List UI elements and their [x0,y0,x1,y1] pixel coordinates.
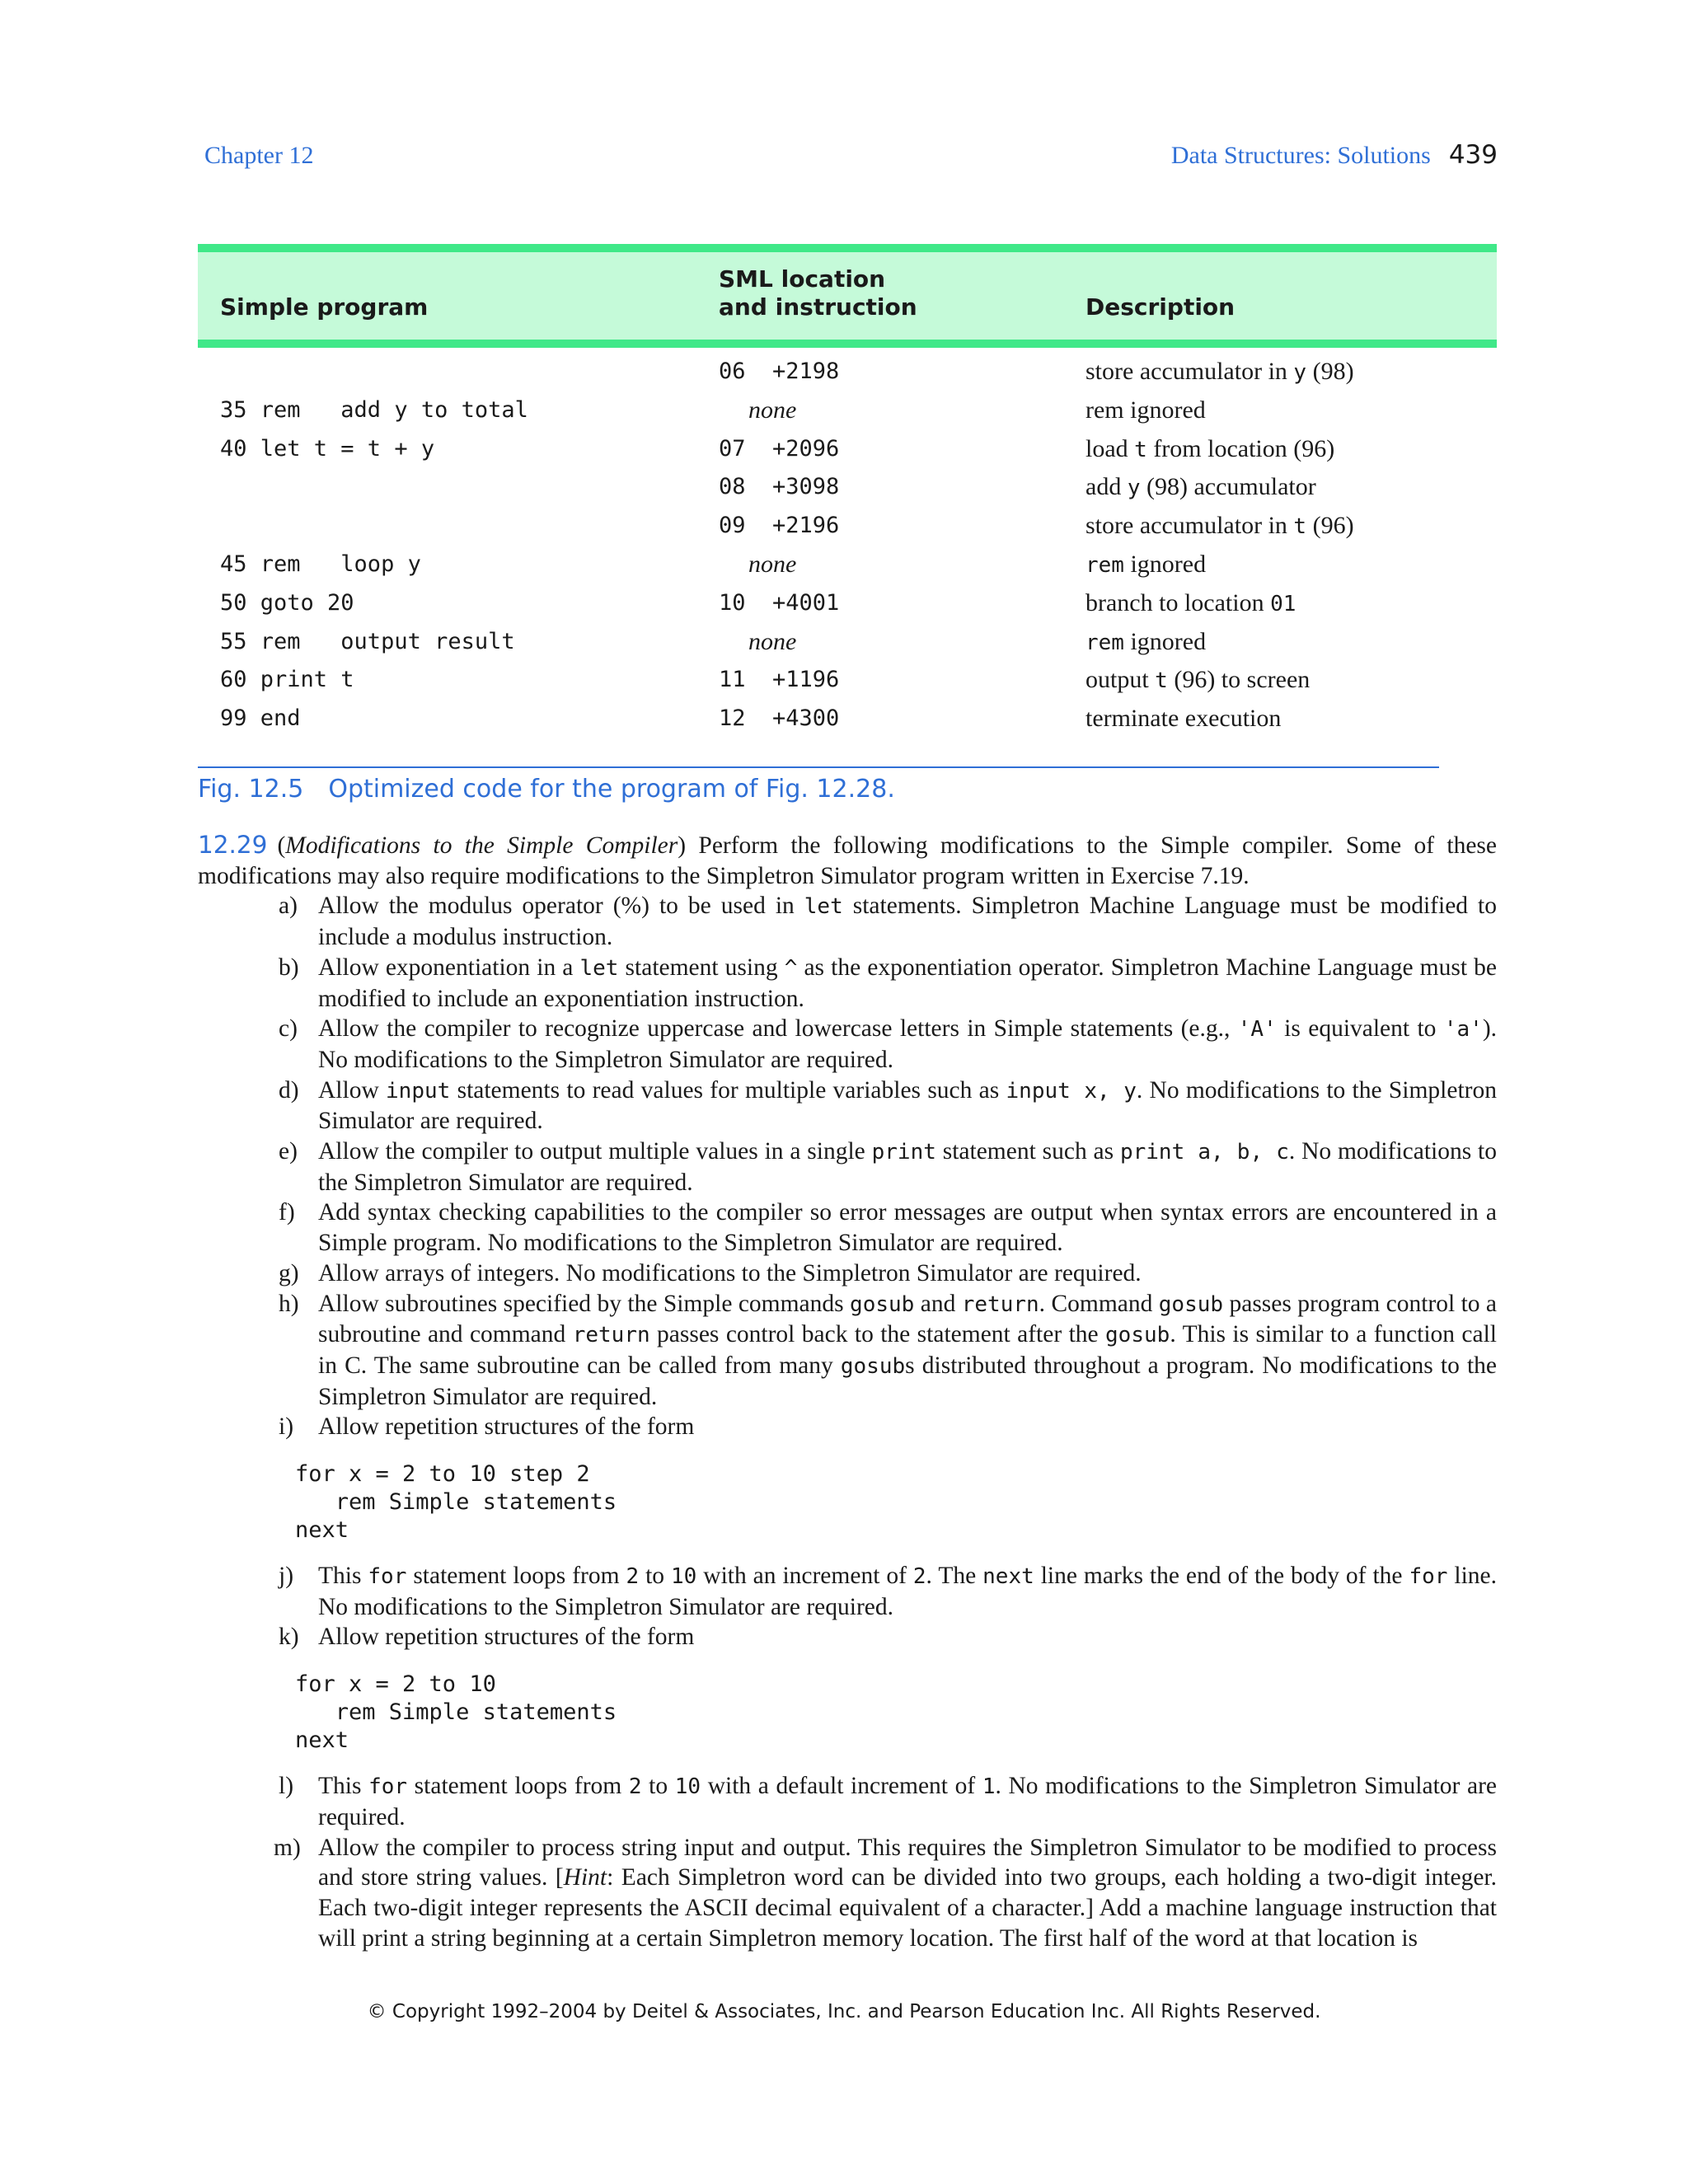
table-row [198,507,1497,546]
sml-cell: 09 +2196 [719,513,840,539]
copyright-notice: © Copyright 1992–2004 by Deitel & Associates, Inc. and Pearson Education Inc. All Rights Reserved. [367,2001,1321,2022]
program-cell: 40 let t = t + y [220,435,435,462]
table-row [198,468,1497,507]
program-cell: 99 end [220,705,301,732]
figure-caption [198,775,895,804]
table-row [198,700,1497,738]
table-row [198,546,1497,584]
sml-cell: none [748,550,797,578]
program-cell: 55 rem output result [220,628,515,654]
list-item-c: c) Allow the compiler to recognize uppercase and lowercase letters in Simple statements (e.g., 'A' is equivalent to 'a'). No modifications to the Simpletron Simulator are required. [279,1015,1498,1073]
header-simple-program: Simple program [220,293,429,321]
table-row [198,353,1497,391]
exercise-title: Modifications to the Simple Compiler [285,832,678,859]
sml-cell: 10 +4001 [719,589,840,616]
page-number: 439 [1448,140,1498,170]
description-cell: rem ignored [1085,550,1207,578]
description-cell: branch to location 01 [1085,588,1296,616]
sml-cell: none [748,627,797,655]
modification-list [198,891,1497,1442]
list-item-f: f) Add syntax checking capabilities to the compiler so error messages are output when syntax errors are encountered in a Simple program. No modifications to the Simpletron Simulator are required. [279,1199,1497,1257]
table-row [198,661,1497,700]
description-cell: store accumulator in y (98) [1085,358,1354,385]
header-sml [719,265,917,321]
list-item-l: l) This for statement loops from 2 to 10 with a default increment of 1. No modifications to the Simpletron Simulator are required. [279,1773,1497,1830]
sml-cell: 11 +1196 [719,667,840,693]
code-block-for-step: for x = 2 to 10 step 2 rem Simple statements next [295,1461,617,1544]
sml-cell: 06 +2198 [719,359,840,384]
list-item-h: h) Allow subroutines specified by the Simple commands gosub and return. Command gosub passes program control to a subroutine and command return passes control back to the statement after the gosub. This is similar to a function call in C. The same subroutine can be called from many gosubs distributed throughout a program. No modifications to the Simpletron Simulator are required. [279,1290,1498,1410]
exercise-intro: 12.29 (Modifications to the Simple Compiler) Perform the following modifications to the Simple compiler. Some of these modifications may also require modifications to the Simpletron Simulator program written in Exercise 7.19. [198,831,1497,889]
chapter-label: Chapter 12 [204,142,314,169]
code-block-for-default: for x = 2 to 10 rem Simple statements next [295,1671,617,1754]
list-item-a: a) Allow the modulus operator (%) to be used in let statements. Simpletron Machine Language must be modified to include a modulus instruction. [279,893,1497,951]
sml-cell: 07 +2096 [719,435,840,462]
description-cell: rem ignored [1085,396,1206,424]
sml-table [198,244,1497,738]
sml-cell: 08 +3098 [719,474,840,500]
program-cell: 35 rem add y to total [220,396,528,423]
figure-rule [198,766,1439,768]
header-description: Description [1085,293,1236,321]
exercise-intro-text: Perform the following modifications to the Simple compiler. Some of these modifications may also require modifications to the Simpletron Simulator program written in Exercise 7.19. [198,832,1497,889]
description-cell: terminate execution [1085,705,1282,733]
running-header [1171,140,1498,170]
exercise-number: 12.29 [198,831,268,859]
table-row [198,584,1497,623]
table-header [198,244,1497,348]
list-item-b: b) Allow exponentiation in a let statement using ^ as the exponentiation operator. Simpletron Machine Language must be modified to include an exponentiation instruction. [279,954,1497,1012]
figure-number: Fig. 12.5 [198,775,304,804]
list-item-d: d) Allow input statements to read values for multiple variables such as input x, y. No modifications to the Simpletron Simulator are required. [279,1076,1497,1135]
program-cell: 60 print t [220,667,354,693]
table-row [198,623,1497,662]
sml-cell: none [748,396,797,424]
section-title: Data Structures: Solutions [1170,142,1431,169]
list-item-i: i) Allow repetition structures of the form [279,1413,695,1441]
description-cell: store accumulator in t (96) [1085,512,1354,540]
program-cell: 45 rem loop y [220,551,421,577]
header-sml-line2: and instruction [719,293,917,321]
description-cell: load t from location (96) [1085,434,1335,462]
figure-caption-text: Optimized code for the program of Fig. 12.28. [328,775,895,804]
sml-cell: 12 +4300 [719,705,840,732]
header-sml-line1: SML location [719,265,886,293]
list-item-j: j) This for statement loops from 2 to 10 with an increment of 2. The next line marks the end of the body of the for line. No modifications to the Simpletron Simulator are required. [279,1563,1497,1620]
list-item-e: e) Allow the compiler to output multiple values in a single print statement such as print a, b, c. No modifications to the Simpletron Simulator are required. [279,1138,1498,1196]
list-item-k: k) Allow repetition structures of the form [279,1624,695,1651]
table-body [198,348,1497,738]
table-row [198,391,1497,430]
table-row [198,430,1497,469]
description-cell: rem ignored [1085,627,1207,655]
program-cell: 50 goto 20 [220,589,354,616]
list-item-g: g) Allow arrays of integers. No modifications to the Simpletron Simulator are required. [279,1259,1142,1286]
exercise-body [198,830,1497,1953]
description-cell: add y (98) accumulator [1085,473,1316,501]
description-cell: output t (96) to screen [1085,666,1311,694]
list-item-m: m) Allow the compiler to process string input and output. This requires the Simpletron Simulator to be modified to process and store string values. [Hint: Each Simpletron word can be divided into two groups, each holding a two-digit integer. Each two-digit integer represents the ASCII decimal equivalent of a character.] Add a machine language instruction that will print a string beginning at a certain Simpletron memory location. The first half of the word at that location is [274,1834,1497,1952]
